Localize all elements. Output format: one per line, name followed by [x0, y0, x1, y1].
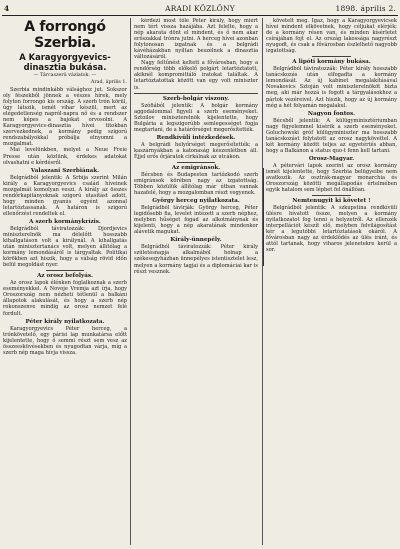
- column-divider: [130, 18, 131, 545]
- publication-title: ARADI KÖZLÖNY: [165, 4, 235, 13]
- paragraph: Az orosz lapok élénken foglalkoznak a szerb eseményekkel. A Novoje Vremja azt írja, hogy Oroszország nem nézheti tétlenül a balkáni állapotok alakulását, és hogy a szerb nép rokonszenve mindig az orosz nemzet felé fordult.: [3, 280, 127, 317]
- paragraph: Bécsben és Budapesten tartózkodó szerb emigránsok körében nagy az izgatottság. Többen közülük állítólag már útban vannak hazafelé, hogy a mozgalomban részt vegyenek.: [134, 171, 258, 197]
- paragraph: A pétervári lapok szerint az orosz kormány ismét kijelentette, hogy Szerbia belügyeibe nem avatkozik. Az osztrák-magyar monarchia és Oroszország közötti megállapodás értelmében egyik hatalom sem léphet fel önállóan.: [266, 162, 397, 194]
- paragraph: Belgrádból távirják: György herceg, Péter legidősebb fia, levelet intézett a szerb néphez, melyben hűséget fogad az alkotmánynak és kijelenti, hogy a nép akaratának mindenkor alávetik magukat.: [134, 205, 258, 236]
- dateline: Arad, április 1.: [90, 80, 127, 85]
- column-3: [266, 18, 397, 547]
- article-title: A forrongó Szerbia.: [24, 19, 106, 51]
- paragraph: Bécsből jelentik: A külügyminisztériumban nagy figyelemmel kísérik a szerb eseményeket. Goluchowski gróf külügyminiszter ma hosszabb tanácskozást folytatott az orosz nagykövettel. A két kormány között teljes az egyetértés abban, hogy a Balkánon a status quo-t fenn kell tartani.: [266, 117, 397, 154]
- section-heading: Péter király nyilatkozata.: [25, 318, 105, 325]
- section-heading: Nemtenugyit ki követet !: [292, 198, 371, 205]
- paragraph: Belgrádból táviratozzák: Péter király születésnapja alkalmából holnap a székesegyházban ünnepélyes istentisztelet lesz, melyen a kormány tagjai és a diplomáciai kar is részt vesznek.: [134, 244, 258, 275]
- separator: [312, 195, 351, 196]
- section-heading: György herceg nyilatkozata.: [152, 198, 240, 205]
- section-heading: Rendkívüli intézkedések.: [156, 134, 236, 141]
- paragraph: Szerbia mindinkább válsághoz jut. Sokszor oly fészekből jönnek a vészes hírek, mely folyton forrongó kis ország. A szerb trón körül, úgy látszik, ismét vihar készül, mert az elégedetlenség napról-napra nő és a rendszer nem képes a bajokat orvosolni. A Karagyorgyevics-dinasztia hívei titokban szervezkednek, a kormány pedig szigorú rendszabályokkal próbálja elnyomni a mozgalmat.: [3, 87, 127, 148]
- paragraph: Karagyorgyevics Péter herceg, a trónkövetelő, egy párisi lap munkatársa előtt kijelentette, hogy ő semmi részt sem vesz az összeesküvésekben és nyugodtan várja, míg a szerb nép maga hívja vissza.: [3, 325, 127, 356]
- article-tagline: — Tárcaszerü vázlatok. —: [33, 73, 97, 78]
- section-heading: Az orosz befolyás.: [37, 273, 93, 280]
- column-1: [3, 18, 127, 547]
- section-heading: Szerb-bolgár viszony.: [162, 95, 230, 102]
- column-divider: [262, 18, 263, 545]
- paragraph: Belgrádból táviratozzák: Djordjevics miniszterelnök ma délelőtt hosszabb kihallgatáson volt a királynál. A kihallgatás után minisztertanács volt, melyen állítólag a kormány lemondásáról is tárgyaltak. Politikai körökben azt hiszik, hogy a válság rövid időn belül megoldást nyer.: [3, 225, 127, 269]
- paragraph: kérdezi most tőle Péter király, hogy miért nem tért vissza hazájába. Azt felelte, hogy a nép akarata dönt el mindent, és ő nem akar erőszakkal trónra jutni. A herceg hívei azonban folytonosan izgatnak és a belgrádi kávéházakban nyíltan beszélnek a dinasztia változásáról.: [134, 18, 258, 61]
- separator: [134, 93, 258, 94]
- section-heading: Valaszani Szerbiának.: [30, 167, 100, 174]
- separator: [177, 162, 214, 163]
- section-heading: Az emigránsok.: [171, 164, 221, 171]
- issue-date: 1898. április 2.: [335, 4, 396, 13]
- column-2: [134, 18, 258, 547]
- section-heading: A szerb kormánykrízis.: [29, 218, 101, 225]
- page-number: 4: [4, 4, 10, 13]
- separator: [312, 56, 351, 57]
- section-heading: Nagyon fontos.: [307, 110, 356, 117]
- paragraph: Belgrádból táviratozzák: Péter király hosszabb tanácskozás után elfogadta a kormány lemondását. Az új kabinet megalakításával Novakovics Sztoján volt miniszterelnököt bízta meg, aki már hozzá is fogott a tárgyalásokhoz a pártok vezéreivel. Azt hiszik, hogy az új kormány még a hét folyamán megalakul.: [266, 66, 397, 109]
- section-heading: A lipóti kormány bukása.: [292, 59, 371, 66]
- paragraph: Belgrádból jelentik: A Srbija szerint Milán király a Karagyorgyevics család híveinek mozgalmát komolyan veszi. A király az összes rendőrkapitányoknak szigorú utasítást adott, hogy minden gyanús egyént azonnal letartóztassanak. A határon is szigorú ellenőrzést rendeltek el.: [3, 174, 127, 217]
- paragraph: Belgrádból jelentik: A szkupstina rendkívüli ülésre hívatott össze, melyen a kormány nyilatkozatot fog tenni a helyzetről. Az ellenzék interpellációt készít elő, melyben felvilágosítást kér a legutóbbi letartóztatások okáról. A fővárosban nagy az érdeklődés az ülés iránt, és attól tartanak, hogy viharos jelenetekre kerül a sor.: [266, 205, 397, 254]
- header-rule: [2, 15, 398, 16]
- paragraph: A belgrádi helyőrséget megerősítették; a kaszárnyákban a katonaság készenlétben áll. Éjjel erős őrjáratok cirkálnak az utcákon.: [134, 141, 258, 160]
- section-heading: Király-ünnepély.: [170, 237, 222, 244]
- section-heading: Orosz-Magyar.: [308, 155, 355, 162]
- paragraph: Szófiából jelentik: A bolgár kormány aggodalommal figyeli a szerb eseményeket. Sztoilov miniszterelnök kijelentette, hogy Bulgária a legszigorúbb semlegességet fogja megtartani, de a határőrséget megerősítették.: [134, 102, 258, 133]
- separator: [46, 270, 83, 271]
- article-subtitle: A Karagyorgyevics-dinasztia bukása.: [19, 52, 111, 72]
- paragraph: Nagy feltűnést keltett a fővárosban, hogy a rendőrség több előkelő polgárt letartóztatott, akiknél kompromittáló iratokat találtak. A letartóztatottak között van egy volt miniszter is.: [134, 60, 258, 91]
- paragraph: követelt meg. Igaz, hogy a Karagyorgyevicsek hívei mindent elkövetnek, hogy céljukat elérjék; de a kormány résen van, és minden kísérletet csírájában fojt el. Az ország lakossága nagyrészt nyugodt, és csak a fővárosban észlelhető nagyobb izgatottság.: [266, 18, 397, 55]
- paragraph: Mai levelünkben, melyet a Neue Freie Presse után közlünk, érdekes adatokat olvashatni e kérdésről.: [3, 147, 127, 166]
